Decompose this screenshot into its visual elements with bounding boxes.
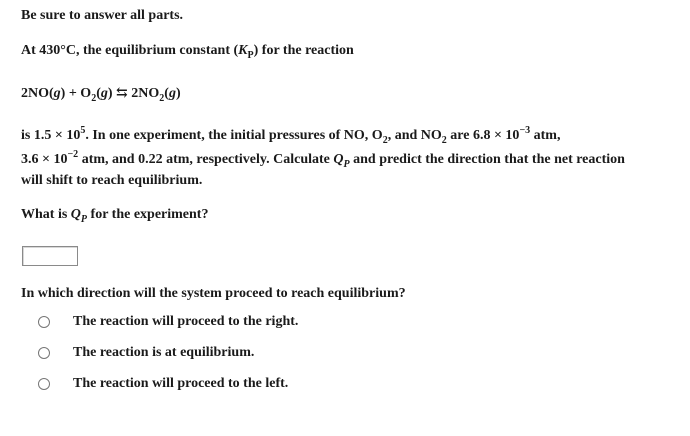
option-label: The reaction will proceed to the right. (73, 314, 299, 329)
question-direction: In which direction will the system proceed to reach equilibrium? (21, 286, 406, 301)
option-equilibrium[interactable] (38, 344, 254, 362)
option-label: The reaction is at equilibrium. (73, 345, 255, 360)
problem-line-1: is $1.5 \times 10^5$. In one experiment, the initial pressures of NO, $O_2$, and $NO_2$ are $6.8 \times 10^{-3}$ atm, (21, 125, 561, 146)
reaction-equation: $2NO(g) + O_2(g)$ ⇆ $2NO_2(g)$ (21, 86, 181, 104)
intro-text: At 430°C, the equilibrium constant $(K_P)$ for the reaction (21, 43, 354, 61)
option-left[interactable] (38, 375, 288, 393)
option-label: The reaction will proceed to the left. (73, 376, 289, 391)
problem-line-3: will shift to reach equilibrium. (21, 173, 203, 188)
problem-line-2: $3.6 \times 10^{-2}$ atm, and 0.22 atm, respectively. Calculate $Q_P$ and predict the direction that the net reaction (21, 149, 625, 170)
radio-button[interactable] (38, 347, 50, 359)
radio-button[interactable] (38, 378, 50, 390)
instruction-text: Be sure to answer all parts. (21, 8, 184, 23)
option-right[interactable] (38, 313, 298, 331)
radio-button[interactable] (38, 316, 50, 328)
question-qp: What is $Q_P$ for the experiment? (21, 207, 209, 225)
qp-answer-input[interactable] (22, 246, 78, 266)
